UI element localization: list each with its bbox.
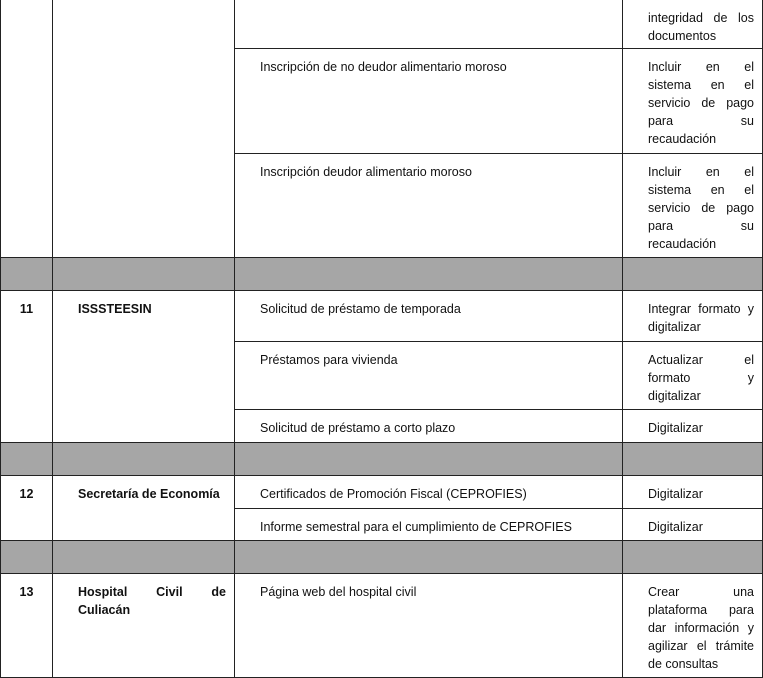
description-cell: Préstamos para vivienda [235, 342, 623, 410]
number-cell: 12 [1, 476, 53, 541]
table-row [1, 0, 763, 49]
description-cell: Página web del hospital civil [235, 574, 623, 678]
action-cell: Crear una plataforma para dar información y agilizar el trámite de consultas [623, 574, 763, 678]
action-cell: Integrar formato y digitalizar [623, 291, 763, 342]
institution-cell [53, 0, 235, 258]
description-cell: Inscripción de no deudor alimentario moroso [235, 49, 623, 154]
action-cell: Digitalizar [623, 476, 763, 509]
action-cell: Digitalizar [623, 509, 763, 541]
table-row [1, 574, 763, 678]
description-cell: Solicitud de préstamo a corto plazo [235, 410, 623, 443]
separator-row [1, 443, 763, 476]
institution-cell: Secretaría de Economía [53, 476, 235, 541]
table-row [1, 476, 763, 509]
separator-row [1, 541, 763, 574]
action-cell: Digitalizar [623, 410, 763, 443]
number-cell: 13 [1, 574, 53, 678]
description-cell: Certificados de Promoción Fiscal (CEPROFIES) [235, 476, 623, 509]
number-cell [1, 0, 53, 258]
table-row [1, 291, 763, 342]
action-cell: Incluir en el sistema en el servicio de pago para su recaudación [623, 49, 763, 154]
institution-cell: ISSSTEESIN [53, 291, 235, 443]
number-cell: 11 [1, 291, 53, 443]
action-cell: Actualizar el formato y digitalizar [623, 342, 763, 410]
separator-row [1, 258, 763, 291]
action-cell: Incluir en el sistema en el servicio de pago para su recaudación [623, 154, 763, 258]
description-cell: Solicitud de préstamo de temporada [235, 291, 623, 342]
description-cell: Informe semestral para el cumplimiento de CEPROFIES [235, 509, 623, 541]
action-cell: integridad de los documentos [623, 0, 763, 49]
description-cell [235, 0, 623, 49]
description-cell: Inscripción deudor alimentario moroso [235, 154, 623, 258]
institution-cell: Hospital Civil de Culiacán [53, 574, 235, 678]
